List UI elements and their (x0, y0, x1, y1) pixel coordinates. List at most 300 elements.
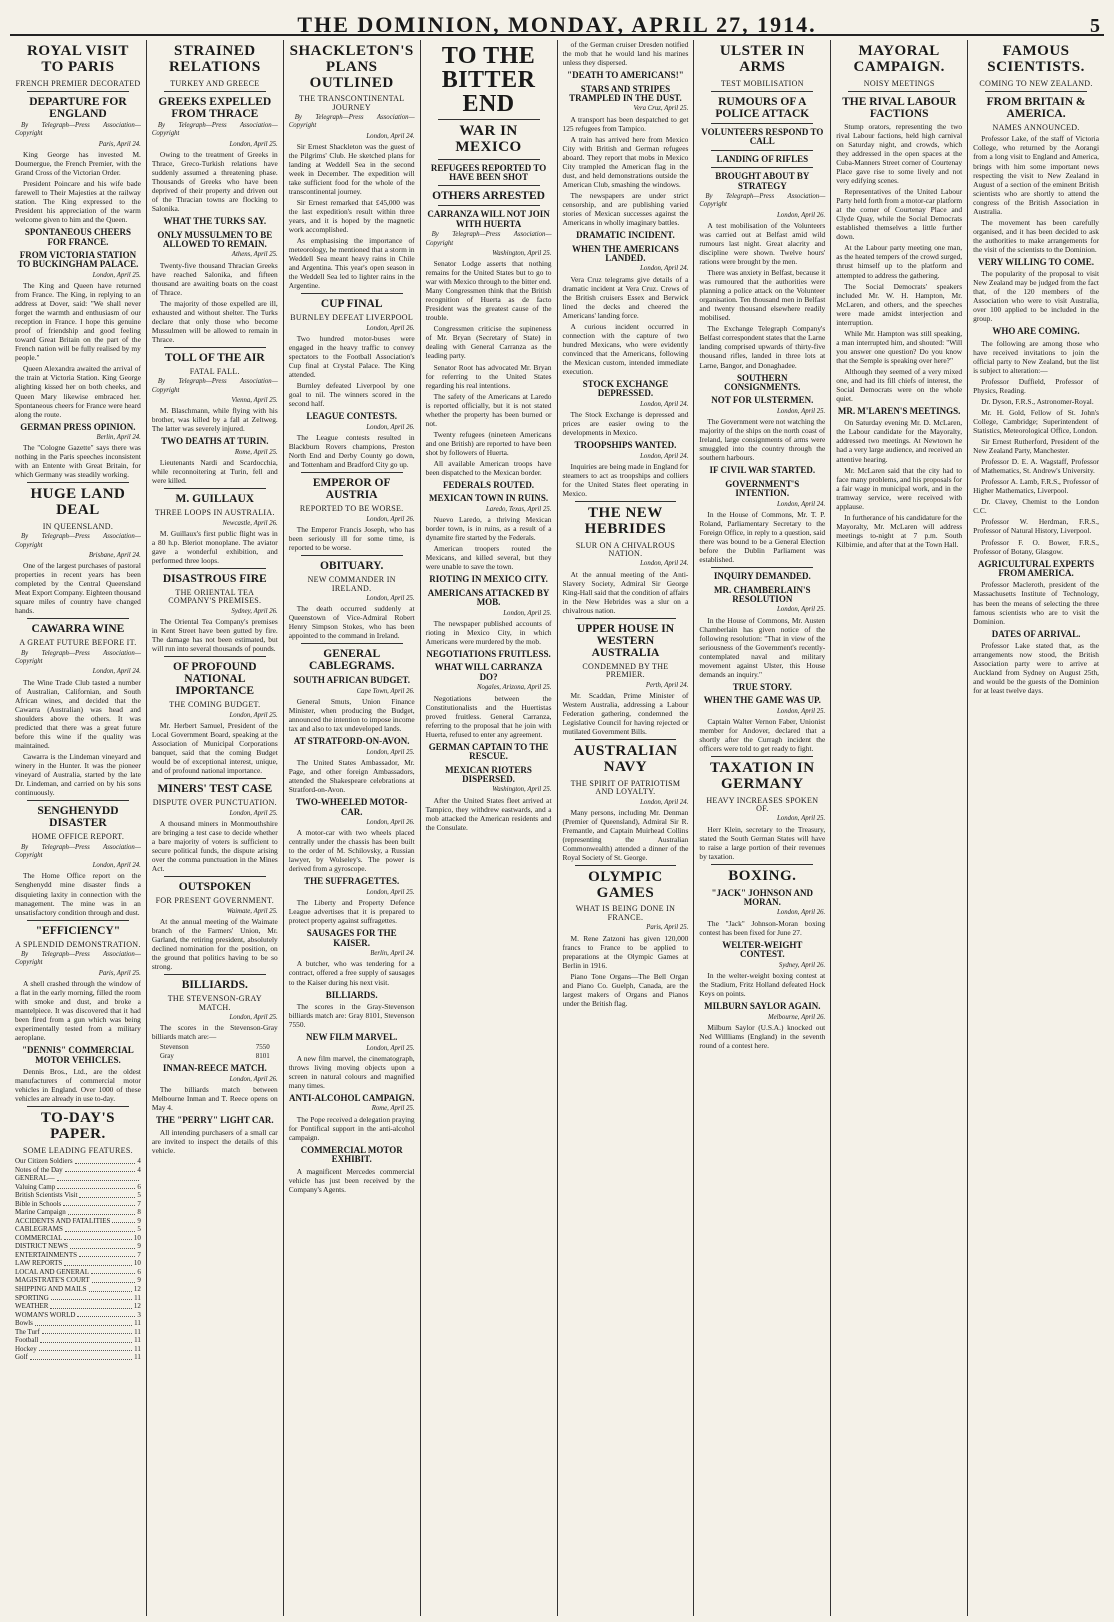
headline: DATES OF ARRIVAL. (991, 628, 1081, 639)
contents-label: WOMAN'S WORLD (15, 1310, 76, 1319)
contents-row (15, 1251, 141, 1260)
article-paragraph: There was anxiety in Belfast, because it was rumoured that the authorities were planning a police attack on the Volunteer organisation. Ten thousand men in Belfast and twenty thousand elsewhere readily mobilised. (699, 268, 826, 323)
headline: THE TRANSCONTINENTAL JOURNEY (298, 94, 405, 112)
headline: THE SUFFRAGETTES. (304, 876, 400, 887)
contents-page: 7 (137, 1250, 141, 1259)
contents-label: LOCAL AND GENERAL (15, 1267, 90, 1276)
divider (164, 91, 266, 92)
article-paragraph: Lieutenants Nardi and Scardocchia, while reconnoitering at Turin, fell and were killed. (151, 458, 278, 486)
score-row (152, 1052, 278, 1061)
player-score: 7550 (255, 1043, 270, 1052)
dateline: London, April 26. (777, 211, 826, 219)
headline: AMERICANS ATTACKED BY MOB. (427, 587, 550, 608)
contents-label: Marine Campaign (15, 1208, 66, 1217)
dateline: Waimate, April 25. (226, 907, 278, 915)
contents-page: 6 (137, 1182, 141, 1191)
contents-label: Notes of the Day (15, 1165, 63, 1174)
column-6 (694, 40, 831, 1616)
dateline: Melbourne, April 26. (767, 1013, 826, 1021)
leader-dots (50, 1302, 131, 1309)
article-paragraph: Nuevo Laredo, a thriving Mexican border town, is in ruins, as a result of a dynamite fire started by the Federals. (425, 515, 552, 543)
headline: LEAGUE CONTESTS. (306, 411, 397, 422)
dateline: Sydney, April 26. (231, 607, 278, 615)
headline: MEXICAN TOWN IN RUINS. (428, 493, 549, 504)
headline: TO-DAY'S PAPER. (40, 1110, 115, 1142)
contents-page: 11 (134, 1353, 141, 1362)
contents-row (15, 1328, 141, 1337)
dateline: London, April 25. (777, 606, 826, 614)
dateline: Vienna, April 25. (231, 396, 278, 404)
masthead-title: THE DOMINION, MONDAY, APRIL 27, 1914. (297, 12, 817, 37)
contents-label: CABLEGRAMS (15, 1225, 63, 1234)
contents-row (15, 1217, 141, 1226)
headline: BROUGHT ABOUT BY STRATEGY (715, 171, 810, 191)
contents-row (15, 1183, 141, 1192)
divider (438, 119, 540, 120)
contents-label: MAGISTRATE'S COURT (15, 1276, 90, 1285)
contents-row (15, 1208, 141, 1217)
leader-dots (70, 1242, 135, 1249)
column-2 (147, 40, 284, 1616)
article-paragraph: On Saturday evening Mr. D. McLaren, the Labour candidate for the Mayoralty, addressed two meetings. At Newtown he had a very large audience, and received an attentive hearing. (836, 418, 963, 464)
contents-page: 11 (134, 1336, 141, 1345)
headline: SENGHENYDD DISASTER (37, 805, 119, 830)
headline: BILLIARDS. (325, 989, 378, 1000)
headline: BOXING. (728, 867, 797, 884)
contents-row (15, 1311, 141, 1320)
leader-dots (68, 1208, 136, 1215)
headline: SLUR ON A CHIVALROUS NATION. (575, 540, 676, 558)
headline: FAMOUS SCIENTISTS. (987, 43, 1085, 75)
article-paragraph: Professor D. E. A. Wagstaff, Professor of Mathematics, St. Andrew's University. (973, 457, 1099, 476)
byline: By Telegraph—Press Association—Copyright (425, 231, 552, 247)
headline: WHEN THE GAME WAS UP. (703, 695, 821, 706)
contents-label: Golf (15, 1353, 28, 1362)
headline: THE STEVENSON-GRAY MATCH. (167, 994, 262, 1012)
headline: AUSTRALIAN NAVY (573, 743, 678, 775)
contents-page: 4 (137, 1165, 141, 1174)
byline: By Telegraph—Press Association—Copyright (15, 843, 141, 859)
byline: By Telegraph—Press Association—Copyright (15, 533, 141, 549)
article-paragraph: King George has invested M. Doumergue, the French Premier, with the Grand Cross of the Victorian Order. (15, 149, 141, 177)
article-paragraph: Mr. Scaddan, Prime Minister of Western Australia, addressing a Labour Federation gathering, condemned the Legislative Council for having rejected or mutilated Government Bills. (562, 691, 689, 737)
divider (711, 123, 813, 124)
contents-row (15, 1234, 141, 1243)
dateline: Berlin, April 24. (370, 950, 415, 958)
divider (438, 185, 540, 186)
headline: OTHERS ARRESTED (432, 190, 545, 203)
contents-label: ENTERTAINMENTS (15, 1250, 78, 1259)
headline: NEGOTIATIONS FRUITLESS. (426, 648, 551, 659)
dateline: Washington, April 25. (492, 786, 552, 794)
dateline: Nogales, Arizona, April 25. (476, 684, 552, 692)
leader-dots (79, 1191, 135, 1198)
headline: WHO ARE COMING. (992, 326, 1080, 337)
headline: ULSTER IN ARMS (719, 43, 805, 75)
dateline: Rome, April 25. (234, 448, 278, 456)
article-paragraph: Piano Tone Organs—The Bell Organ and Piano Co. Guelph, Canada, are the largest makers of Organs and Pianos under the British flag. (562, 971, 689, 1008)
article-paragraph: M. Blaschmann, while flying with his brother, was killed by a fall at Zeltweg. The latter was severely injured. (151, 406, 278, 434)
headline: FEDERALS ROUTED. (443, 479, 535, 490)
divider (27, 800, 129, 801)
contents-label: SPORTING (15, 1293, 49, 1302)
columns-container (10, 40, 1104, 1616)
dateline: London, April 24. (640, 560, 689, 568)
headline: GOVERNMENT'S INTENTION. (725, 478, 800, 499)
dateline: London, April 24. (640, 265, 689, 273)
article-paragraph: The United States Ambassador, Mr. Page, and other foreign Ambassadors, attended the Shakespeare celebrations at Stratford-on-Avon. (288, 758, 415, 795)
byline: By Telegraph—Press Association—Copyright (699, 193, 826, 209)
article-paragraph: A butcher, who was tendering for a contract, offered a free supply of sausages to the Kaiser during his next visit. (288, 959, 415, 987)
contents-label: Valuing Camp (15, 1182, 56, 1191)
byline: By Telegraph—Press Association—Copyright (151, 378, 278, 394)
contents-row (15, 1353, 141, 1362)
article-paragraph: The "Jack" Johnson-Moran boxing contest has been fixed for June 27. (699, 918, 826, 937)
divider (27, 1106, 129, 1107)
headline: SHACKLETON'S PLANS OUTLINED (289, 43, 414, 91)
headline: FOR PRESENT GOVERNMENT. (155, 896, 275, 906)
contents-page: 11 (134, 1293, 141, 1302)
article-paragraph: In the House of Commons, Mr. T. P. Roland, Parliamentary Secretary to the Foreign Office, in reply to a question, said there was bound to be a General Election before the Dublin Parliament was established. (699, 509, 826, 565)
contents-page: 4 (137, 1157, 141, 1165)
article-paragraph: Many persons, including Mr. Denman (Premier of Queensland), Admiral Sir R. Fremantle, and Captain Muirhead Collins (representing the Australian Commonwealth) attended a dinner of the Royal Society of St. George. (562, 807, 689, 862)
headline: TURKEY AND GREECE (170, 78, 260, 88)
divider (575, 739, 677, 740)
headline: IN QUEENSLAND. (42, 521, 114, 531)
article-paragraph: M. Guillaux's first public flight was in a 80 h.p. Bleriot monoplane. The aviator gave a wonderful exhibition, and performed three loops. (151, 528, 278, 565)
byline: By Telegraph—Press Association—Copyright (288, 114, 415, 130)
divider (711, 864, 813, 865)
headline: WHAT IS BEING DONE IN FRANCE. (575, 904, 676, 922)
headline: VERY WILLING TO COME. (978, 256, 1094, 267)
byline: By Telegraph—Press Association—Copyright (151, 122, 278, 138)
headline: REPORTED TO BE WORSE. (299, 504, 404, 514)
dateline: Berlin, April 24. (96, 434, 141, 442)
headline: STOCK EXCHANGE DEPRESSED. (582, 379, 669, 399)
article-paragraph: Senator Root has advocated Mr. Bryan for referring to the United States regarding his real intentions. (425, 362, 552, 390)
article-paragraph: Mr. McLaren said that the city had to face many problems, and his proposals for a fair wage in municipal work, and in the tramway service, were received with applause. (836, 465, 963, 511)
headline: LANDING OF RIFLES (716, 153, 809, 164)
headline: FROM VICTORIA STATION TO BUCKINGHAM PALACE. (17, 249, 139, 270)
article-paragraph: Vera Cruz telegrams give details of a dramatic incident at Vera Cruz. Crews of the British cruisers Essex and Berwick lined the decks and cheered the Americans' landing force. (562, 274, 689, 320)
dateline: London, April 25. (229, 711, 278, 719)
headline: MEXICAN RIOTERS DISPERSED. (445, 764, 532, 784)
article-paragraph: Representatives of the United Labour Party held forth from a motor-car platform at the corner of Courtenay Place and Clyde Quay, while the Social Democrats established themselves a little further down. (836, 187, 963, 242)
article-paragraph: The Pope received a delegation praying for Pontifical support in the anti-alcohol campaign. (288, 1114, 415, 1142)
contents-page: 5 (137, 1191, 141, 1200)
headline: SOUTHERN CONSIGNMENTS. (724, 372, 801, 392)
article-paragraph: The Home Office report on the Senghenydd mine disaster finds a disquieting laxity in connection with the management. The mine was in an unsatisfactory condition through and dust. (15, 871, 141, 917)
player-score: 8101 (255, 1051, 270, 1060)
headline: M. GUILLAUX (175, 493, 255, 506)
article-paragraph: The following are among those who have received invitations to join the official party to New Zealand, but the list is subject to alteration:— (973, 338, 1099, 375)
headline: THREE LOOPS IN AUSTRALIA. (154, 508, 275, 518)
headline: OUTSPOKEN (178, 881, 251, 894)
dateline: London, April 25. (777, 815, 826, 823)
divider (164, 347, 266, 348)
contents-label: The Turf (15, 1327, 40, 1336)
article-paragraph: Mr. H. Gold, Fellow of St. John's College, Cambridge; Superintendent of Statistics, Meteorological Office, London. (973, 408, 1099, 436)
headline: DEPARTURE FOR ENGLAND (29, 95, 127, 120)
divider (27, 920, 129, 921)
dateline: Paris, April 24. (98, 140, 141, 148)
contents-page: 9 (137, 1242, 141, 1251)
leader-dots (64, 1234, 131, 1241)
headline: REFUGEES REPORTED TO HAVE BEEN SHOT (430, 162, 547, 182)
divider (164, 778, 266, 779)
article-paragraph: Professor Lake, of the staff of Victoria College, who returned by the Aorangi from a long visit to England and America, brings with him some important news respecting the visit to New Zealand in August of a section of the eminent British scientists who are shortly to attend the congress of the British Association in Australia. (973, 134, 1099, 216)
divider (27, 618, 129, 619)
contents-page: 5 (137, 1225, 141, 1234)
article-paragraph: The Stock Exchange is depressed and prices are easier owing to the developments in Mexico. (562, 410, 689, 438)
article-paragraph: The Exchange Telegraph Company's Belfast correspondent states that the Larne landing comprised upwards of thirty-five thousand rifles, landed in three lots at Larne, Bangor, and Donaghadee. (699, 324, 826, 370)
headline: HEAVY INCREASES SPOKEN OF. (706, 795, 819, 814)
headline: VOLUNTEERS RESPOND TO CALL (701, 127, 824, 147)
divider (848, 91, 950, 92)
divider (164, 568, 266, 569)
dateline: London, April 26. (229, 1075, 278, 1083)
divider (711, 567, 813, 568)
article-paragraph: The scores in the Gray-Stevenson billiards match are: Gray 8101, Stevenson 7550. (288, 1001, 415, 1030)
leader-dots (42, 1328, 132, 1335)
divider (711, 756, 813, 757)
score-table (152, 1043, 278, 1060)
contents-label: WEATHER (15, 1302, 49, 1311)
dateline: London, April 24. (640, 798, 689, 806)
article-paragraph: The newspaper published accounts of rioting in Mexico City, in which Americans were murdered by the mob. (425, 618, 552, 646)
leader-dots (79, 1251, 135, 1258)
headline: CUP FINAL (320, 298, 383, 311)
contents-label: Bible in Schools (15, 1199, 62, 1208)
article-paragraph: One of the largest purchases of pastoral properties in recent years has been completed by the Central Queensland Meat Export Company. Eighteen thousand square miles of country have changed hands. (15, 561, 141, 616)
divider (164, 488, 266, 489)
contents-row (15, 1294, 141, 1303)
contents-list (15, 1157, 141, 1362)
divider (575, 501, 677, 502)
headline: WHAT THE TURKS SAY. (163, 216, 267, 227)
dateline: London, April 24. (777, 500, 826, 508)
headline: SAUSAGES FOR THE KAISER. (306, 928, 397, 948)
divider (575, 865, 677, 866)
article-paragraph: Captain Walter Vernon Faber, Unionist member for Andover, declared that a shortly after the Curragh incident the officers were told to get ready to fight. (699, 717, 826, 754)
leader-dots (39, 1345, 132, 1352)
contents-row (15, 1242, 141, 1251)
article-paragraph: The League contests resulted in Blackburn Rovers champions, Preston North End and Derby County go down, and Tottenham and Bradford City go up. (288, 433, 415, 470)
contents-page: 8 (137, 1208, 141, 1217)
article-paragraph: Dr. Clavey, Chemist to the London C.C. (973, 497, 1099, 516)
contents-label: Bowls (15, 1319, 33, 1328)
article-paragraph: The Oriental Tea Company's premises in Kent Street have been gutted by fire. The damage has not been estimated, but will run into several thousands of pounds. (151, 617, 278, 654)
contents-page: 11 (134, 1344, 141, 1353)
article-paragraph: Negotiations between the Constitutionalists and the Huertistas proved fruitless. General Carranza, referring to the proposal that he join with Huerta, refused to enter any agreement. (425, 693, 552, 739)
contents-label: LAW REPORTS (15, 1259, 63, 1268)
headline: MAYORAL CAMPAIGN. (853, 43, 945, 75)
leader-dots (75, 1157, 136, 1164)
article-paragraph: At the Labour party meeting one man, as the heated tempers of the crowd surged, thrust himself up to the platform and attempted to address the gathering. (836, 243, 963, 280)
masthead (10, 8, 1104, 36)
dateline: London, April 24. (640, 452, 689, 460)
dateline: Sydney, April 26. (778, 961, 826, 969)
headline: RUMOURS OF A POLICE ATTACK (715, 95, 810, 120)
headline: FROM BRITAIN & AMERICA. (986, 95, 1086, 120)
dateline: London, April 25. (777, 707, 826, 715)
article-paragraph: Congressmen criticise the supineness of Mr. Bryan (Secretary of State) in dealing with General Carranza as the leading party. (425, 324, 552, 361)
headline: TOLL OF THE AIR (164, 351, 265, 364)
article-paragraph: Sir Ernest remarked that £45,000 was the last expedition's result within three years, and it is hoped by the magnetic work accomplished. (288, 198, 415, 235)
column-5 (558, 40, 695, 1616)
article-paragraph: In the House of Commons, Mr. Austen Chamberlain has given notice of the following resolution: "That in view of the seriousness of the Government's recently-contemplated naval and military movement against Ulster, this House demands an inquiry." (699, 615, 826, 679)
article-paragraph: Sir Ernest Shackleton was the guest of the Pilgrims' Club. He sketched plans for landing at Weddell Sea in the second week in December. The expedition will take sufficient food for the whole of the transcontinental journey. (288, 141, 415, 197)
page-number: 5 (1090, 15, 1100, 37)
leader-dots (35, 1319, 132, 1326)
headline: "DENNIS" COMMERCIAL MOTOR VEHICLES. (22, 1045, 134, 1065)
headline: ANTI-ALCOHOL CAMPAIGN. (289, 1092, 415, 1103)
byline: By Telegraph—Press Association—Copyright (15, 649, 141, 666)
divider (27, 482, 129, 483)
dateline: London, April 25. (777, 407, 826, 415)
contents-row (15, 1319, 141, 1328)
contents-page: 10 (133, 1233, 141, 1242)
article-paragraph: The billiards match between Melbourne Inman and T. Reece opens on May 4. (151, 1085, 278, 1113)
article-paragraph: A transport has been despatched to get 125 refugees from Tampico. (562, 114, 689, 133)
column-7 (831, 40, 968, 1616)
article-paragraph: All intending purchasers of a small car are invited to inspect the details of this vehicle. (151, 1127, 278, 1155)
headline: NOT FOR ULSTERMEN. (711, 395, 814, 406)
contents-label: SHIPPING AND MAILS (15, 1284, 87, 1293)
dateline: London, April 25. (366, 748, 415, 756)
headline: THE COMING BUDGET. (169, 700, 261, 710)
divider (27, 91, 129, 92)
headline: UPPER HOUSE IN WESTERN AUSTRALIA (576, 622, 674, 659)
leader-dots (77, 1311, 135, 1318)
dateline: London, April 24. (92, 668, 141, 676)
divider (438, 159, 540, 160)
article-paragraph: The Wine Trade Club tasted a number of Australian, Californian, and South African wines, and decided that the Cawarra (Australian) was head and shoulders above the others. It was predicted that there was a great future before this wine if the quality was maintained. (15, 677, 141, 750)
article-paragraph: A magnificent Mercedes commercial vehicle has just been received by the Company's Agents. (288, 1166, 415, 1194)
headline: STRAINED RELATIONS (168, 43, 261, 75)
dateline: Laredo, Texas, April 25. (486, 505, 552, 513)
headline: SOME LEADING FEATURES. (22, 1145, 133, 1155)
headline: SOUTH AFRICAN BUDGET. (293, 675, 410, 686)
article-paragraph: A train has arrived here from Mexico City with British and German refugees aboard. They report that mobs in Mexico City trampled the American flag in the dust, and held demonstrations outside the American Club, smashing the windows. (562, 134, 689, 189)
article-paragraph: As emphasising the importance of meteorology, he mentioned that a storm in Weddell Sea meant heavy rains in Chile and Argentina. This year's open season in the Weddell Sea led to lighter rains in the Argentine. (288, 236, 415, 291)
article-paragraph: In furtherance of his candidature for the Mayoralty, Mr. McLaren will address meetings to-night at 7 p.m. South Kilbirnie, and after that at the Town Hall. (836, 512, 963, 549)
headline: NOISY MEETINGS (863, 78, 935, 88)
dateline: Paris, April 25. (646, 924, 689, 932)
dateline: London, April 26. (366, 819, 415, 827)
headline: BILLIARDS. (181, 979, 248, 992)
article-paragraph: Two hundred motor-buses were engaged in the heavy traffic to convey spectators to the Football Association's Cup final at Crystal Palace. The King attended. (288, 334, 415, 380)
article-paragraph: A thousand miners in Monmouthshire are bringing a test case to decide whether a bare majority of voters is sufficient to secure political funds, the dispute arising over the comma punctuation in the Mines Act. (151, 819, 278, 874)
player-name: Gray (159, 1051, 174, 1060)
contents-row (15, 1174, 141, 1183)
headline: MR. M'LAREN'S MEETINGS. (837, 405, 961, 416)
leader-dots (112, 1217, 135, 1224)
headline: GERMAN CAPTAIN TO THE RESCUE. (428, 741, 549, 762)
leader-dots (57, 1174, 139, 1181)
headline: TEST MOBILISATION (720, 78, 804, 88)
headline: FRENCH PREMIER DECORATED (15, 78, 141, 88)
column-1 (10, 40, 147, 1616)
leader-dots (65, 1225, 136, 1232)
article-paragraph: Burnley defeated Liverpool by one goal to nil. The winners scored in the second half. (288, 381, 415, 409)
byline: By Telegraph—Press Association—Copyright (15, 122, 141, 138)
contents-page: 11 (134, 1319, 141, 1328)
article-paragraph: M. Rene Zatzoni has given 120,000 francs to France to be applied to preparations at the Olympic Games at Berlin in 1916. (562, 933, 689, 970)
contents-page: 3 (137, 1310, 141, 1319)
leader-dots (63, 1200, 135, 1207)
headline: ROYAL VISIT TO PARIS (27, 43, 129, 75)
divider (711, 167, 813, 168)
contents-page: 10 (133, 1259, 141, 1268)
dateline: London, April 25. (366, 888, 415, 896)
headline: WAR IN MEXICO (455, 123, 522, 155)
headline: DISPUTE OVER PUNCTUATION. (152, 798, 277, 808)
headline: BURNLEY DEFEAT LIVERPOOL (290, 313, 414, 323)
article-paragraph: The newspapers are under strict censorship, and are publishing varied stories of Mexican successes against the Americans in wholly imaginary battles. (562, 190, 689, 228)
headline: THE ORIENTAL TEA COMPANY'S PREMISES. (168, 588, 262, 606)
article-paragraph: A shell crashed through the window of a flat in the early morning, filled the room with smoke and dust, and broke a mantelpiece. It was discovered that it had been fired from a gun which was being experimentally tested from a military aeroplane. (15, 978, 141, 1043)
headline: AGRICULTURAL EXPERTS FROM AMERICA. (977, 558, 1095, 578)
headline: GERMAN PRESS OPINION. (20, 421, 136, 432)
contents-label: Hockey (15, 1344, 37, 1353)
article-paragraph: Although they seemed of a very mixed one, and had its fill chiefs of interest, the Social Democrats were on the whole quiet. (836, 366, 963, 403)
headline: FATAL FALL. (189, 367, 240, 377)
headline: NEW COMMANDER IN IRELAND. (307, 575, 396, 593)
dateline: London, April 26. (366, 423, 415, 431)
dateline: Vera Cruz, April 25. (633, 105, 689, 113)
contents-row (15, 1336, 141, 1345)
article-paragraph: Professor W. Herdman, F.R.S., Professor of Natural History, Liverpool. (973, 517, 1099, 536)
article-paragraph: While Mr. Hampton was still speaking, a man interrupted him, and shouted: "Will you answer one question? Do you know that the Semple is speaking over here?" (836, 328, 963, 365)
dateline: London, April 26. (777, 909, 826, 917)
article-paragraph: The Social Democrats' speakers included Mr. W. H. Hampton, Mr. McLaren, and others, and the speeches were made amidst interjection and interruption. (836, 281, 963, 327)
headline: EMPEROR OF AUSTRIA (312, 477, 391, 502)
leader-dots (65, 1166, 136, 1173)
contents-row (15, 1200, 141, 1209)
divider (301, 643, 403, 644)
article-paragraph: Professor A. Lamb, F.R.S., Professor of Higher Mathematics, Liverpool. (973, 477, 1099, 496)
contents-label: ACCIDENTS AND FATALITIES (15, 1216, 111, 1225)
headline: HOME OFFICE REPORT. (31, 832, 125, 842)
divider (164, 974, 266, 975)
article-paragraph: The popularity of the proposal to visit New Zealand may be judged from the fact that, of the 120 members of the Association who were to visit Australia, over 100 applied to be included in the group. (973, 269, 1099, 324)
headline: RIOTING IN MEXICO CITY. (429, 574, 548, 585)
headline: ONLY MUSSULMEN TO BE ALLOWED TO REMAIN. (157, 229, 273, 249)
leader-dots (40, 1336, 132, 1343)
headline: OBITUARY. (319, 560, 384, 573)
dateline: London, April 25. (229, 1014, 278, 1021)
headline: COMING TO NEW ZEALAND. (979, 78, 1093, 88)
contents-row (15, 1259, 141, 1268)
contents-page: 7 (137, 1199, 141, 1208)
article-paragraph: All available American troops have been dispatched to the Mexican border. (425, 458, 552, 477)
article-paragraph: General Smuts, Union Finance Minister, when producing the Budget, announced the intention to impose income tax and also to tax undeveloped lands. (288, 697, 415, 734)
article-paragraph: At the annual meeting of the Anti-Slavery Society, Admiral Sir George King-Hall said that the condition of affairs in the New Hebrides was a slur on a chivalrous nation. (562, 569, 689, 615)
article-paragraph: The Liberty and Property Defence League advertises that it is prepared to protect property against suffragettes. (288, 898, 415, 926)
headline: MINERS' TEST CASE (157, 783, 273, 796)
contents-label: British Scientists Visit (15, 1191, 78, 1200)
divider (575, 618, 677, 619)
article-paragraph: A curious incident occurred in connection with the capture of two hundred Mexicans, who were evidently convinced that the Americans, following the Mexican custom, intended immediate execution. (562, 321, 689, 376)
article-paragraph: The safety of the Americans at Laredo is reported officially, but it is not stated whether the property has been burned or not. (425, 391, 552, 428)
headline: CARRANZA WILL NOT JOIN WITH HUERTA (427, 209, 550, 229)
article-paragraph: In the welter-weight boxing contest at the Stadium, Fritz Holland defeated Hock Keys on points. (699, 970, 826, 999)
headline: THE "PERRY" LIGHT CAR. (156, 1115, 274, 1126)
article-paragraph: A new film marvel, the cinematograph, throws living moving objects upon a screen in natural colours and magnified many times. (288, 1053, 415, 1090)
contents-row (15, 1225, 141, 1234)
contents-row (15, 1276, 141, 1285)
